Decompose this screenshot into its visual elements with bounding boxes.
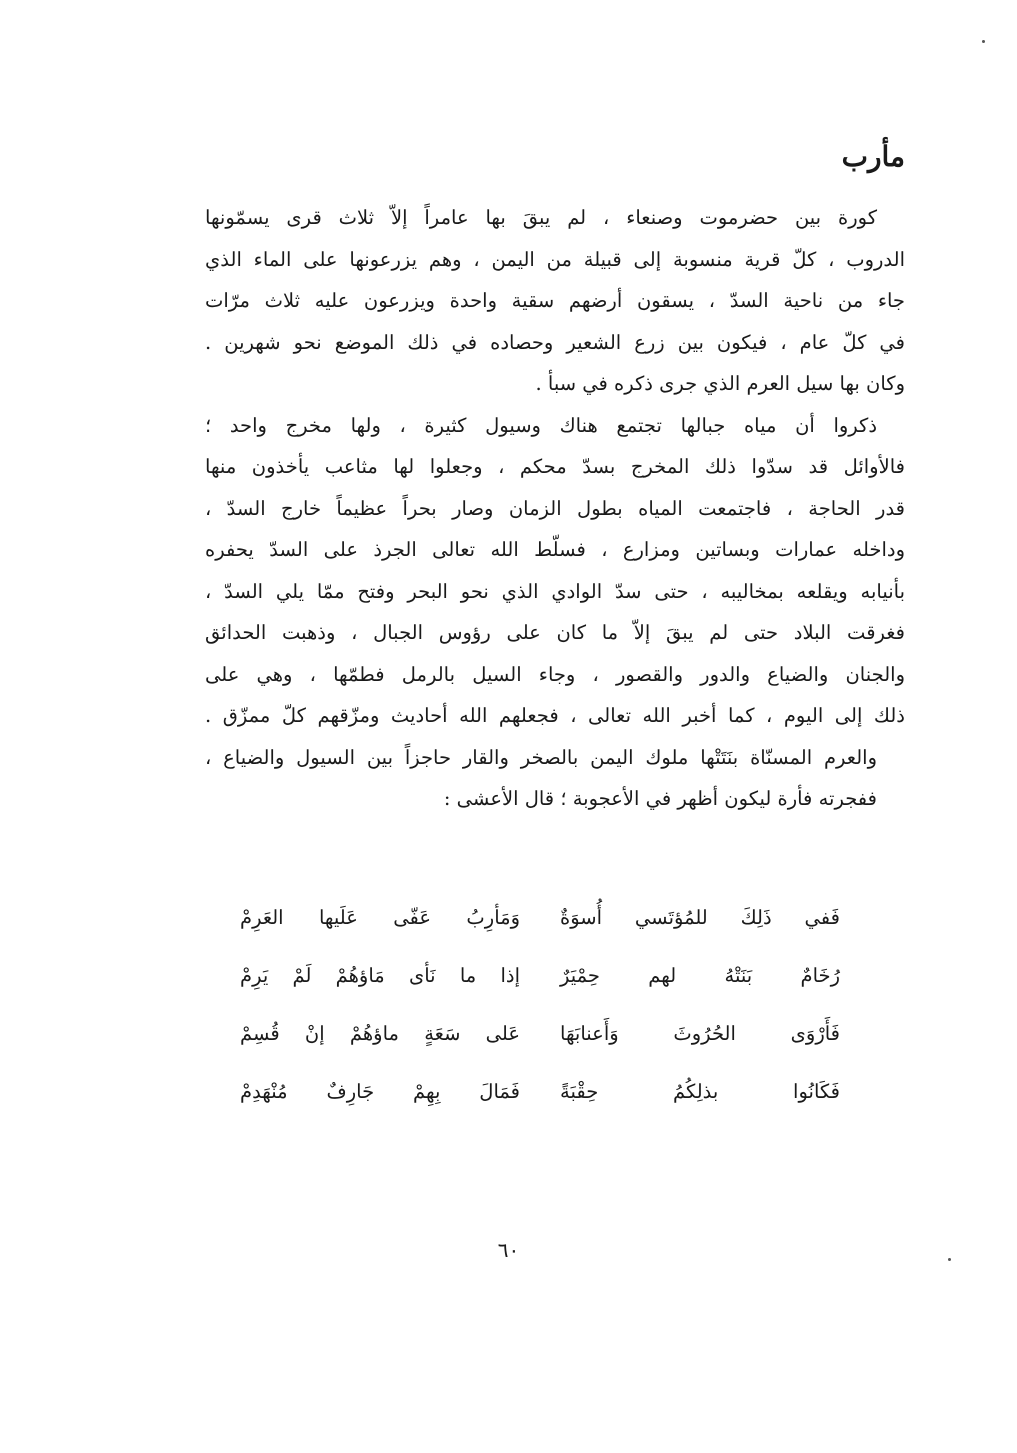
text-line: والعرم المسنّاة بنَتَتْها ملوك اليمن بالصخر والقار حاجزاً بين السيول والضياع ، (205, 745, 877, 769)
text-line: جاء من ناحية السدّ ، يسقون أرضهم سقية واحدة ويزرعون عليه ثلاث مرّات (205, 289, 905, 312)
poem-hemistich-first: رُخَامٌ بَنَتْهُ لهم حِمْيَرٌ (560, 963, 840, 987)
text-line: الدروب ، كلّ قرية منسوبة إلى قبيلة من اليمن ، وهم يزرعونها على الماء الذي (205, 247, 905, 271)
poem-hemistich-second: فَمَالَ بِهِمْ جَارِفٌ مُنْهَدِمْ (240, 1079, 520, 1103)
text-line: فغرقت البلاد حتى لم يبقَ إلاّ ما كان على رؤوس الجبال ، وذهبت الحدائق (205, 621, 905, 644)
poem-hemistich-first: فَأَرْوَى الحُرُوثَ وَأَعنابَهَا (560, 1021, 840, 1045)
poem (240, 888, 840, 1120)
poem-verse (240, 1062, 840, 1120)
scan-speck (982, 40, 985, 43)
text-line: وكان بها سيل العرم الذي جرى ذكره في سبأ . (535, 372, 905, 395)
poem-hemistich-first: فَكَانُوا بذلِكُمُ حِقْبَةً (560, 1079, 840, 1103)
poem-hemistich-first: فَفي ذَلِكَ للمُؤتَسي أُسوَةٌ (560, 905, 840, 929)
page-heading: مأرب (841, 140, 905, 173)
page-number: ٦٠ (497, 1238, 520, 1262)
text-line: وداخله عمارات وبساتين ومزارع ، فسلّط الله تعالى الجرذ على السدّ يحفره (205, 538, 905, 561)
scan-speck (948, 1258, 951, 1261)
text-line: ذكروا أن مياه جبالها تجتمع هناك وسيول كثيرة ، ولها مخرج واحد ؛ (205, 413, 877, 437)
poem-hemistich-second: إذا ما نَأى مَاؤهُمْ لَمْ يَرِمْ (240, 963, 520, 987)
text-line: ذلك إلى اليوم ، كما أخبر الله تعالى ، فجعلهم الله أحاديث ومزّقهم كلّ ممزّق . (205, 704, 905, 727)
text-line: بأنيابه ويقلعه بمخاليبه ، حتى سدّ الوادي الذي نحو البحر وفتح ممّا يلي السدّ ، (205, 579, 905, 603)
poem-verse (240, 946, 840, 1004)
text-line: والجنان والضياع والدور والقصور ، وجاء السيل بالرمل فطمّها ، وهي على (205, 662, 905, 686)
poem-hemistich-second: وَمَأرِبُ عَفّى عَلَيها العَرِمْ (240, 905, 520, 929)
text-line: كورة بين حضرموت وصنعاء ، لم يبقَ بها عامراً إلاّ ثلاث قرى يسمّونها (205, 206, 877, 229)
text-line: قدر الحاجة ، فاجتمعت المياه بطول الزمان وصار بحراً عظيماً خارج السدّ ، (205, 496, 905, 520)
poem-verse (240, 1004, 840, 1062)
text-line: في كلّ عام ، فيكون بين زرع الشعير وحصاده في ذلك الموضع نحو شهرين . (205, 330, 905, 354)
text-line: ففجرته فأرة ليكون أظهر في الأعجوبة ؛ قال الأعشى : (443, 787, 877, 810)
text-line: فالأوائل قد سدّوا ذلك المخرج بسدّ محكم ، وجعلوا لها مثاعب يأخذون منها (205, 455, 905, 478)
poem-verse (240, 888, 840, 946)
poem-hemistich-second: عَلى سَعَةٍ ماؤهُمْ إنْ قُسِمْ (240, 1021, 520, 1045)
body-text (205, 197, 905, 820)
